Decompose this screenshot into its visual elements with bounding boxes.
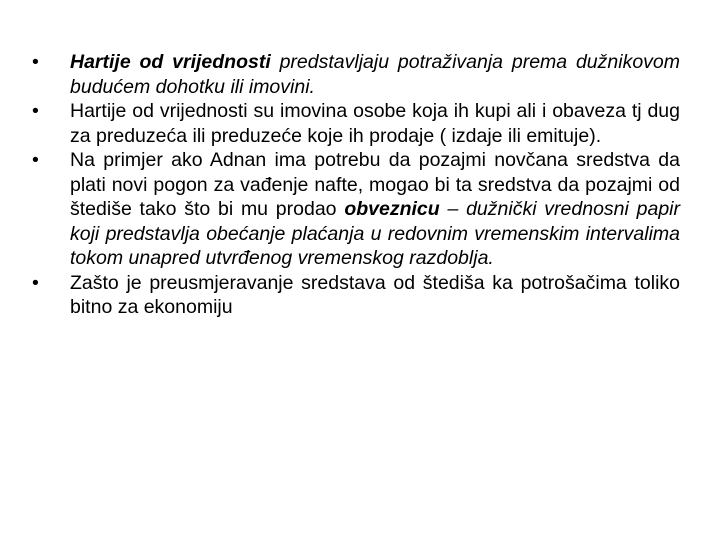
asset-liability-text: Hartije od vrijednosti su imovina osobe koja ih kupi ali i obaveza tj dug za preduzeća ili preduzeće koje ih prodaje ( izdaje ili emituje).: [70, 100, 680, 147]
bullet-list: [32, 50, 680, 320]
bullet-item-example: [32, 148, 680, 271]
bullet-marker: •: [32, 100, 39, 122]
term-hartije: Hartije od vrijednosti: [70, 51, 271, 73]
bullet-marker: •: [32, 149, 39, 171]
bullet-marker: •: [32, 51, 39, 73]
example-text-after: – dužnički vrednosni papir koji predstavlja obećanje plaćanja u redovnim vremenskim intervalima tokom unapred utvrđenog vremenskog razdoblja.: [70, 198, 680, 269]
definition-text: predstavljaju potraživanja prema dužnikovom budućem dohotku ili imovini.: [70, 51, 680, 98]
bullet-marker: •: [32, 271, 39, 294]
bullet-item-asset-liability: [32, 99, 680, 148]
example-text-before: Na primjer ako Adnan ima potrebu da pozajmi novčana sredstva da plati novi pogon za vađenje nafte, mogao bi ta sredstva da pozajmi od štediše tako što bi mu prodao: [70, 149, 680, 220]
term-obveznica: obveznicu: [344, 198, 440, 220]
bullet-item-definition: [32, 50, 680, 99]
question-text: Zašto je preusmjeravanje sredstava od štediša ka potrošačima toliko bitno za ekonomiju: [70, 271, 680, 318]
bullet-item-question: [32, 271, 680, 320]
